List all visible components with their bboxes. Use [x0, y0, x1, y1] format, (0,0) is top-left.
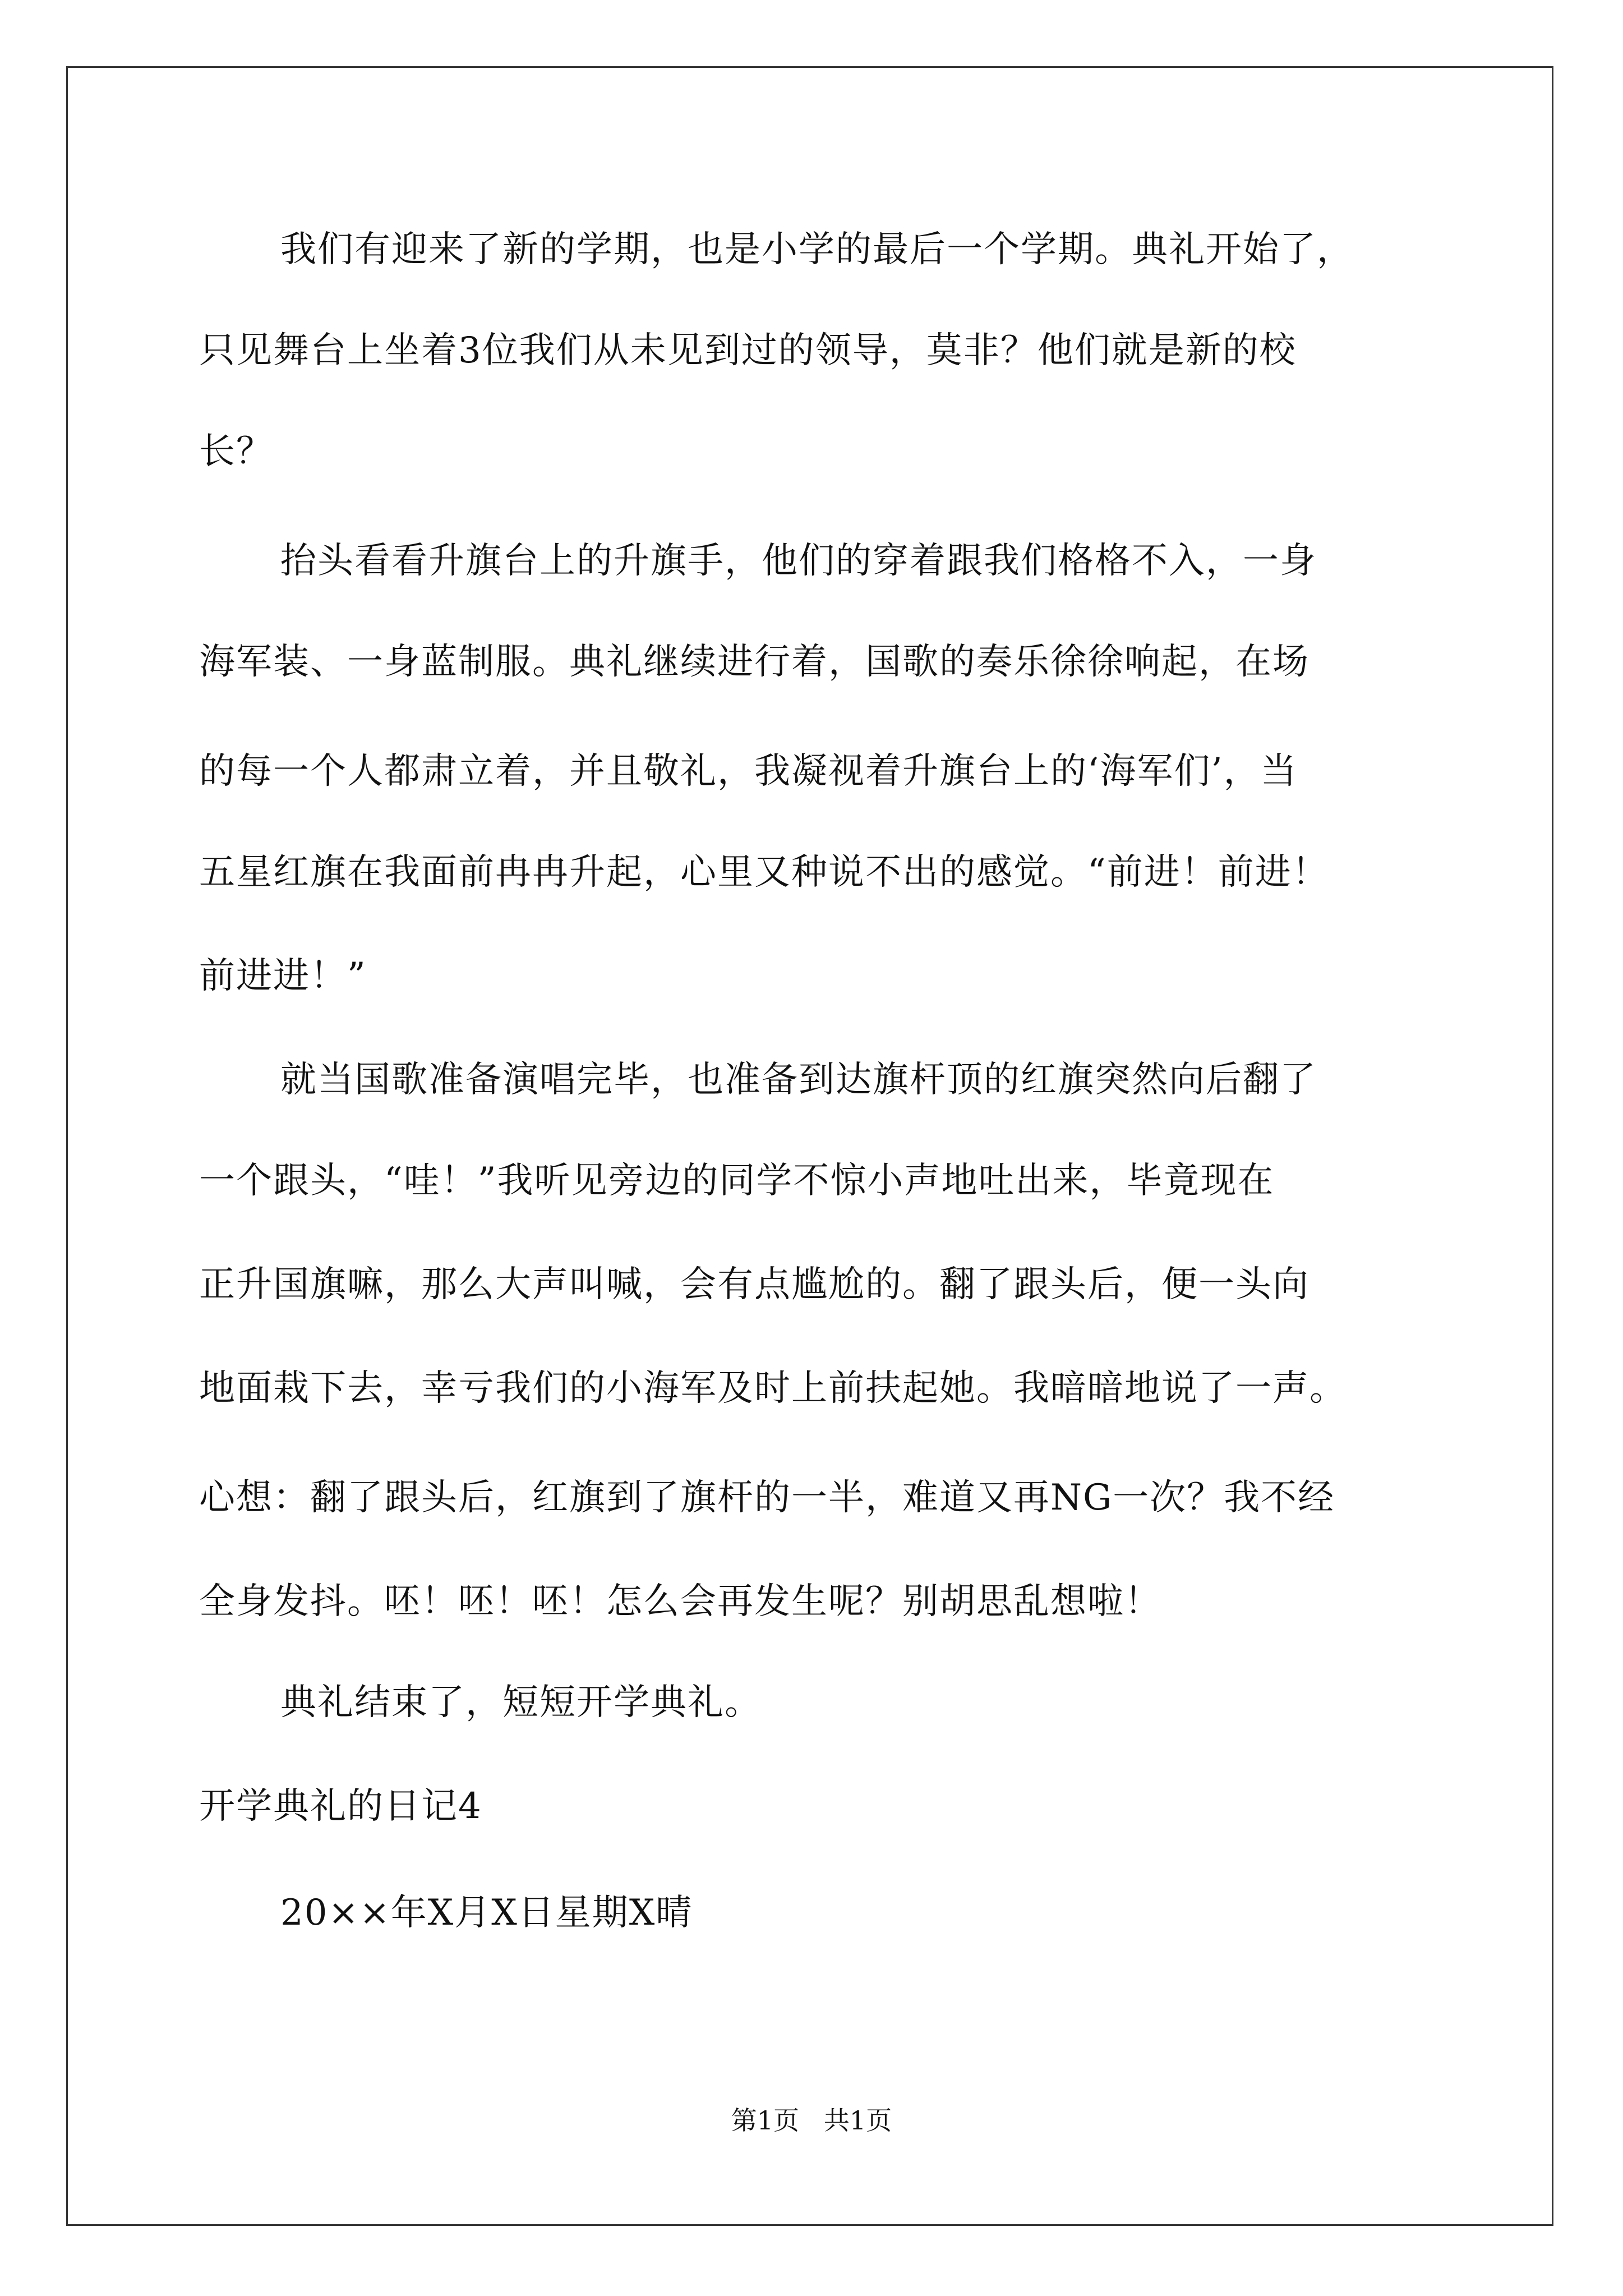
paragraph-line: 前进进！” [199, 955, 367, 997]
paragraph-line: 一个跟头，“哇！”我听见旁边的同学不惊小声地吐出来，毕竟现在 [199, 1160, 1275, 1202]
page-number-footer: 第1页 共1页 [731, 2105, 892, 2136]
paragraph-line: 海军装、一身蓝制服。典礼继续进行着，国歌的奏乐徐徐响起，在场 [199, 641, 1310, 683]
paragraph-line: 只见舞台上坐着3位我们从未见到过的领导，莫非？他们就是新的校 [199, 330, 1297, 371]
paragraph-line: 全身发抖。呸！呸！呸！怎么会再发生呢？别胡思乱想啦！ [199, 1581, 1161, 1622]
paragraph-line: 正升国旗嘛，那么大声叫喊，会有点尴尬的。翻了跟头后，便一头向 [199, 1264, 1310, 1305]
paragraph-line: 就当国歌准备演唱完毕，也准备到达旗杆顶的红旗突然向后翻了 [280, 1059, 1317, 1101]
paragraph-line: 地面栽下去，幸亏我们的小海军及时上前扶起她。我暗暗地说了一声。 [199, 1368, 1347, 1409]
paragraph-line: 典礼结束了，短短开学典礼。 [280, 1682, 762, 1723]
paragraph-line: 的每一个人都肃立着，并且敬礼，我凝视着升旗台上的‘海军们’，当 [199, 751, 1298, 792]
paragraph-line: 长？ [199, 431, 273, 472]
paragraph-line: 我们有迎来了新的学期，也是小学的最后一个学期。典礼开始了， [280, 229, 1354, 270]
date-line: 20××年X月X日星期X晴 [280, 1892, 693, 1934]
paragraph-line: 心想：翻了跟头后，红旗到了旗杆的一半，难道又再NG一次？我不经 [199, 1477, 1335, 1519]
paragraph-line: 抬头看看升旗台上的升旗手，他们的穿着跟我们格格不入，一身 [280, 540, 1317, 582]
paragraph-line: 五星红旗在我面前冉冉升起，心里又种说不出的感觉。“前进！前进！ [199, 852, 1329, 893]
section-heading: 开学典礼的日记4 [199, 1786, 482, 1827]
